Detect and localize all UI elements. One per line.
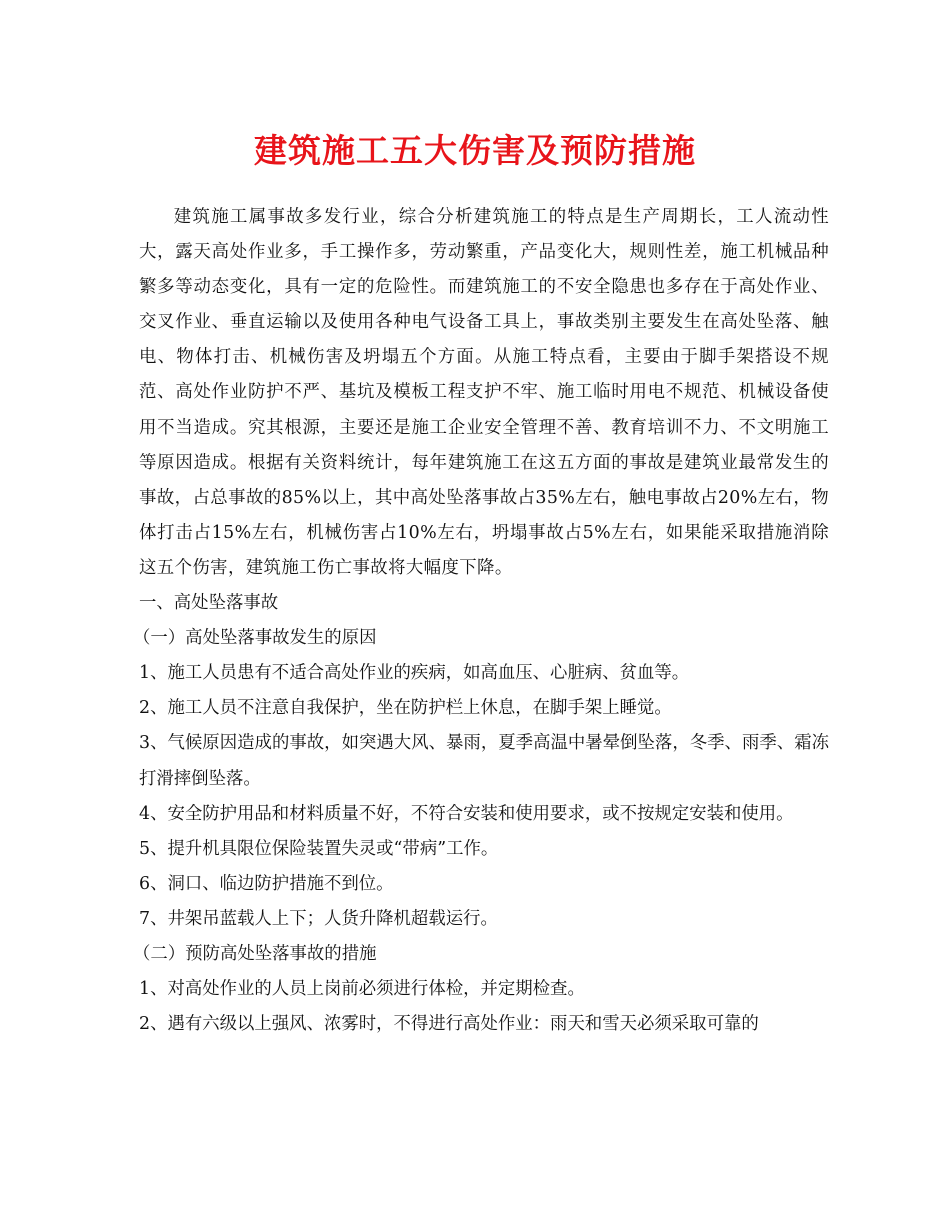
- document-body: [133, 200, 829, 1042]
- document-title: 建筑施工五大伤害及预防措施: [254, 131, 696, 170]
- cause-item: 6、洞口、临边防护措施不到位。: [139, 873, 394, 894]
- cause-item: 2、施工人员不注意自我保护，坐在防护栏上休息，在脚手架上睡觉。: [139, 698, 672, 719]
- cause-item: 7、井架吊蓝载人上下；人货升降机超载运行。: [139, 908, 498, 929]
- subsection-heading: （二）预防高处坠落事故的措施: [133, 943, 377, 964]
- measure-item: 1、对高处作业的人员上岗前必须进行体检，并定期检查。: [139, 979, 585, 1000]
- intro-paragraph: 建筑施工属事故多发行业，综合分析建筑施工的特点是生产周期长，工人流动性大，露天高处作业多，手工操作多，劳动繁重，产品变化大，规则性差，施工机械品种繁多等动态变化，具有一定的危险性。而建筑施工的不安全隐患也多存在于高处作业、交叉作业、垂直运输以及使用各种电气设备工具上，事故类别主要发生在高处坠落、触电、物体打击、机械伤害及坍塌五个方面。从施工特点看，主要由于脚手架搭设不规范、高处作业防护不严、基坑及模板工程支护不牢、施工临时用电不规范、机械设备使用不当造成。究其根源，主要还是施工企业安全管理不善、教育培训不力、不文明施工等原因造成。根据有关资料统计，每年建筑施工在这五方面的事故是建筑业最常发生的事故，占总事故的85%以上，其中高处坠落事故占35%左右，触电事故占20%左右，物体打击占15%左右，机械伤害占10%左右，坍塌事故占5%左右，如果能采取措施消除这五个伤害，建筑施工伤亡事故将大幅度下降。: [139, 207, 829, 578]
- cause-item: 4、安全防护用品和材料质量不好，不符合安装和使用要求，或不按规定安装和使用。: [139, 803, 794, 824]
- subsection-heading: （一）高处坠落事故发生的原因: [133, 628, 377, 649]
- cause-item: 5、提升机具限位保险装置失灵或“带病”工作。: [139, 838, 499, 859]
- cause-item: 3、气候原因造成的事故，如突遇大风、暴雨，夏季高温中暑晕倒坠落，冬季、雨季、霜冻打滑摔倒坠落。: [139, 733, 829, 789]
- cause-item: 1、施工人员患有不适合高处作业的疾病，如高血压、心脏病、贫血等。: [139, 663, 690, 684]
- measure-item: 2、遇有六级以上强风、浓雾时，不得进行高处作业：雨天和雪天必须采取可靠的: [139, 1014, 759, 1035]
- section-heading: 一、高处坠落事故: [139, 593, 279, 614]
